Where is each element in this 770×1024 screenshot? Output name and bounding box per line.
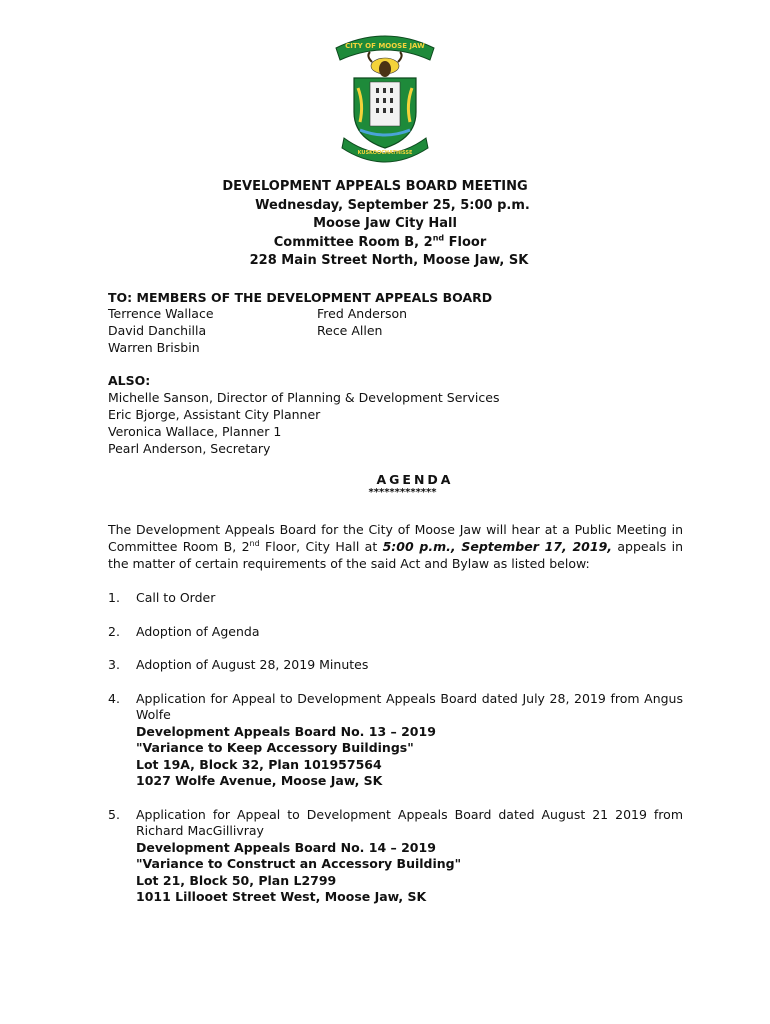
also-heading: ALSO: (108, 373, 151, 388)
appeal-lot: Lot 21, Block 50, Plan L2799 (136, 872, 337, 888)
item-number: 5. (108, 806, 120, 822)
staff-name: Pearl Anderson, Secretary (108, 441, 271, 456)
crest-motto-text: KUSKOOCHATHISSE (357, 150, 413, 156)
meeting-title: DEVELOPMENT APPEALS BOARD MEETING (222, 179, 528, 194)
item-text: Application for Appeal to Development Appeals Board dated August 21 2019 from Richard MacGillivray (136, 806, 683, 838)
staff-name: Eric Bjorge, Assistant City Planner (108, 407, 321, 422)
appeal-board-number: Development Appeals Board No. 13 – 2019 (136, 723, 436, 739)
meeting-address: 228 Main Street North, Moose Jaw, SK (249, 253, 529, 268)
meeting-time-emphasis: 5:00 p.m., September 17, 2019, (382, 539, 613, 554)
agenda-separator: ************* (368, 487, 437, 498)
agenda-item (108, 807, 683, 906)
agenda-items (108, 590, 683, 923)
member-name: Warren Brisbin (108, 340, 200, 355)
agenda-item (108, 657, 683, 674)
agenda-item (108, 624, 683, 641)
member-name: Terrence Wallace (108, 306, 214, 321)
staff-name: Michelle Sanson, Director of Planning & Development Services (108, 390, 500, 405)
board-members-list (108, 305, 683, 356)
member-name: Rece Allen (317, 323, 383, 338)
member-row (108, 322, 683, 339)
item-number: 1. (108, 590, 120, 605)
meeting-date: Wednesday, September 25, 5:00 p.m. (255, 197, 530, 213)
member-row (108, 305, 683, 322)
intro-paragraph: The Development Appeals Board for the City of Moose Jaw will hear at a Public Meeting in Committee Room B, 2nd Floor, City Hall at 5:00 p.m., September 17, 2019, appeals in the matter of certain requirements of the said Act and Bylaw as listed below: (108, 522, 683, 571)
item-number: 4. (108, 690, 120, 706)
item-text: Adoption of August 28, 2019 Minutes (136, 657, 369, 672)
meeting-venue: Moose Jaw City Hall (313, 216, 457, 231)
item-text: Adoption of Agenda (136, 623, 260, 639)
member-name: Fred Anderson (317, 306, 408, 321)
appeal-lot: Lot 19A, Block 32, Plan 101957564 (136, 756, 382, 772)
agenda-item (108, 691, 683, 790)
city-crest-logo (330, 26, 440, 166)
agenda-heading (0, 472, 770, 499)
item-text: Application for Appeal to Development Appeals Board dated July 28, 2019 from Angus Wolfe (136, 690, 683, 722)
appeal-board-number: Development Appeals Board No. 14 – 2019 (136, 839, 436, 855)
also-section (108, 372, 683, 457)
member-row (108, 339, 683, 356)
staff-name: Veronica Wallace, Planner 1 (108, 424, 282, 439)
item-text: Call to Order (136, 590, 216, 605)
to-heading: TO: MEMBERS OF THE DEVELOPMENT APPEALS BOARD (108, 290, 493, 305)
meeting-header (0, 178, 770, 271)
appeal-subject: "Variance to Keep Accessory Buildings" (136, 740, 414, 755)
appeal-address: 1027 Wolfe Avenue, Moose Jaw, SK (136, 773, 383, 788)
agenda-item (108, 590, 683, 607)
item-number: 3. (108, 657, 120, 672)
agenda-title: AGENDA (376, 472, 454, 487)
meeting-room: Committee Room B, 2nd Floor (273, 233, 487, 250)
crest-banner-text: CITY OF MOOSE JAW (345, 42, 425, 50)
member-name: David Danchilla (108, 323, 207, 338)
appeal-subject: "Variance to Construct an Accessory Building" (136, 856, 462, 871)
item-number: 2. (108, 623, 120, 639)
appeal-address: 1011 Lillooet Street West, Moose Jaw, SK (136, 889, 427, 904)
